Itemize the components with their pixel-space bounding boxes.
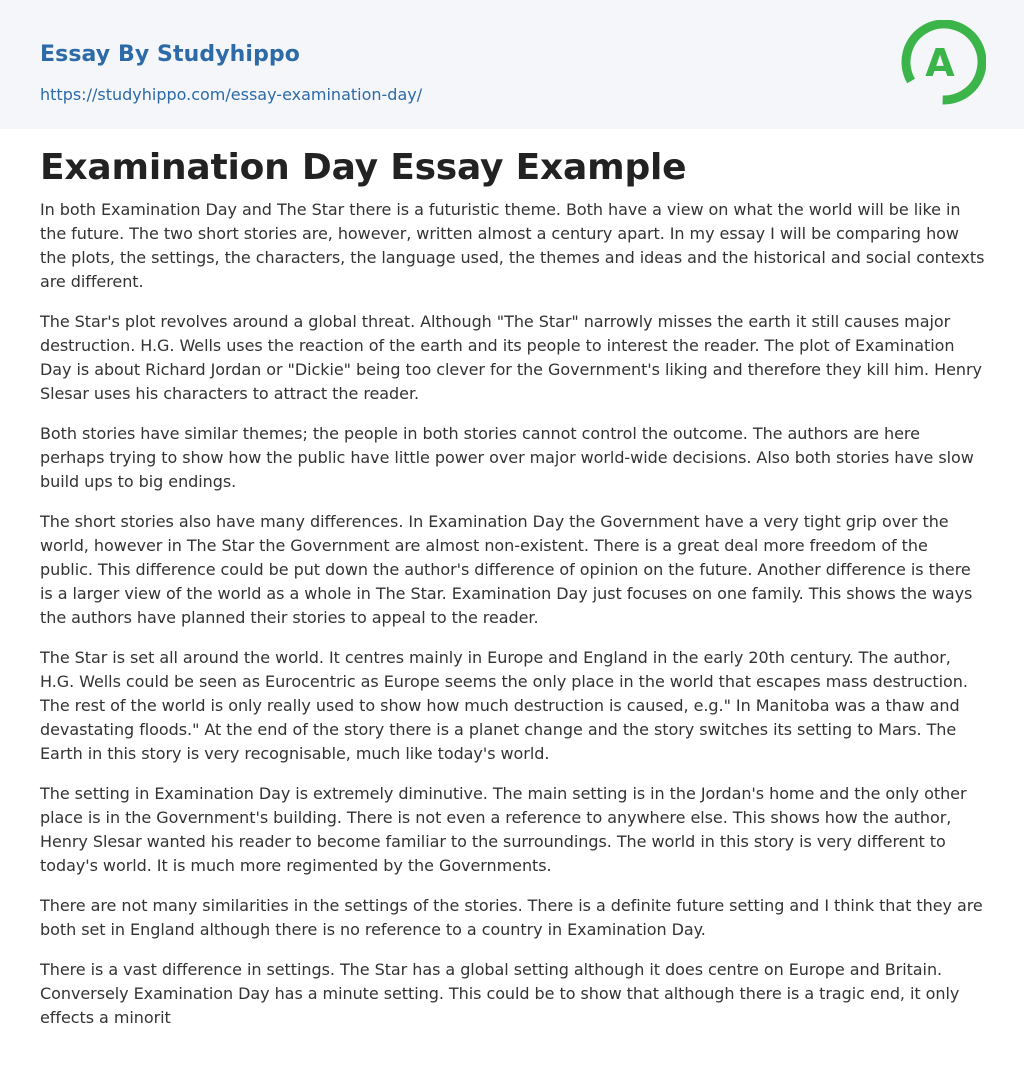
essay-paragraph: In both Examination Day and The Star there is a futuristic theme. Both have a view on what the world will be like in the future. The two short stories are, however, written almost a century apart. In my essay I will be comparing how the plots, the settings, the characters, the language used, the themes and ideas and the historical and social contexts are different.	[40, 200, 985, 291]
essay-paragraph: There is a vast difference in settings. The Star has a global setting although it does centre on Europe and Britain. Conversely Examination Day has a minute setting. This could be to show that although there is a tragic end, it only effects a minorit	[40, 960, 960, 1027]
essay-paragraph: The Star is set all around the world. It centres mainly in Europe and England in the early 20th century. The author, H.G. Wells could be seen as Eurocentric as Europe seems the only place in the world that escapes mass destruction. The rest of the world is only really used to show how much destruction is caused, e.g." In Manitoba was a thaw and devastating floods." At the end of the story there is a planet change and the story switches its setting to Mars. The Earth in this story is very recognisable, much like today's world.	[40, 648, 968, 763]
essay-paragraph: The short stories also have many differences. In Examination Day the Government have a very tight grip over the world, however in The Star the Government are almost non-existent. There is a great deal more freedom of the public. This difference could be put down the author's difference of opinion on the future. Another difference is there is a larger view of the world as a whole in The Star. Examination Day just focuses on one family. This shows the ways the authors have planned their stories to appeal to the reader.	[40, 512, 973, 627]
brand-title[interactable]: Essay By Studyhippo	[40, 42, 300, 67]
essay-paragraph: The Star's plot revolves around a global threat. Although "The Star" narrowly misses the earth it still causes major destruction. H.G. Wells uses the reaction of the earth and its people to interest the reader. The plot of Examination Day is about Richard Jordan or "Dickie" being too clever for the Government's liking and therefore they kill him. Henry Slesar uses his characters to attract the reader.	[40, 312, 982, 403]
site-header	[0, 0, 1024, 129]
essay-paragraph: The setting in Examination Day is extremely diminutive. The main setting is in the Jordan's home and the only other place is in the Government's building. There is not even a reference to anywhere else. This shows how the author, Henry Slesar wanted his reader to become familiar to the surroundings. The world in this story is very different to today's world. It is much more regimented by the Governments.	[40, 784, 967, 875]
source-url-link[interactable]: https://studyhippo.com/essay-examination-day/	[40, 85, 423, 104]
essay-paragraph: Both stories have similar themes; the people in both stories cannot control the outcome. The authors are here perhaps trying to show how the public have little power over major world-wide decisions. Also both stories have slow build ups to big endings.	[40, 424, 974, 491]
article-content	[40, 146, 985, 1046]
page-title: Examination Day Essay Example	[40, 147, 687, 188]
essay-paragraph: There are not many similarities in the settings of the stories. There is a definite future setting and I think that they are both set in England although there is no reference to a country in Examination Day.	[40, 896, 983, 939]
logo-letter: A	[925, 41, 955, 85]
circle-a-logo-icon[interactable]	[898, 20, 986, 106]
